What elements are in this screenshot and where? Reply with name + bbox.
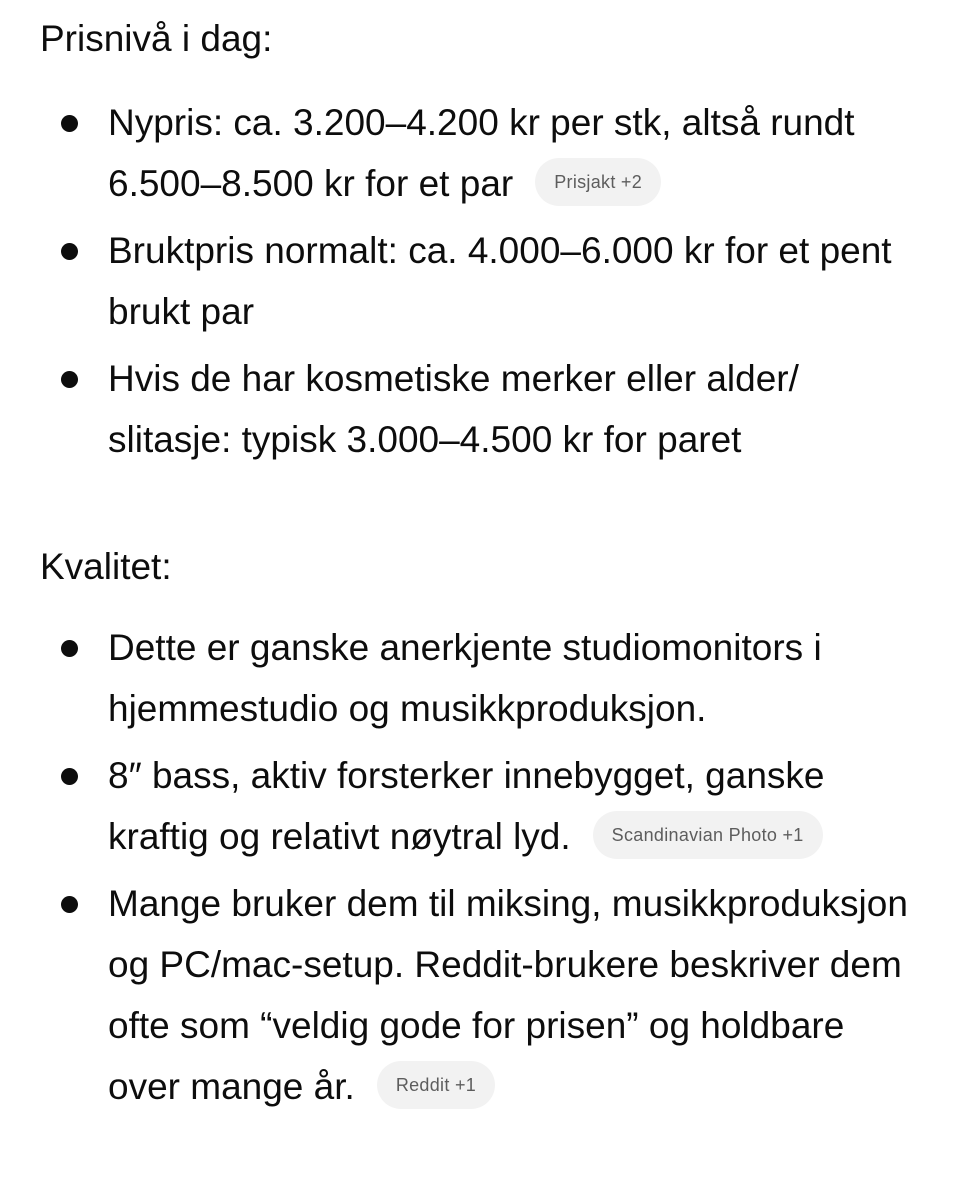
bullet-icon [61, 768, 78, 785]
source-chip-prisjakt[interactable]: Prisjakt +2 [535, 158, 661, 206]
price-list [40, 92, 920, 470]
bullet-icon [61, 371, 78, 388]
list-item-text: Bruktpris normalt: ca. 4.000–6.000 kr for et pent brukt par [108, 230, 892, 332]
list-item-text: 8″ bass, aktiv forsterker innebygget, ganske kraftig og relativt nøytral lyd. [108, 755, 825, 857]
source-chip-scandinavian-photo[interactable]: Scandinavian Photo +1 [593, 811, 823, 859]
list-item [40, 92, 908, 214]
bullet-icon [61, 243, 78, 260]
bullet-icon [61, 896, 78, 913]
section-heading-quality: Kvalitet: [40, 546, 172, 587]
list-item-text: Nypris: ca. 3.200–4.200 kr per stk, altså rundt 6.500–8.500 kr for et par [108, 102, 855, 204]
section-heading-price: Prisnivå i dag: [40, 18, 273, 59]
quality-list [40, 617, 920, 1117]
list-item [40, 348, 908, 470]
list-item [40, 617, 908, 739]
bullet-icon [61, 640, 78, 657]
bullet-icon [61, 115, 78, 132]
list-item [40, 745, 908, 867]
list-item [40, 873, 908, 1117]
list-item [40, 220, 908, 342]
list-item-text: Mange bruker dem til miksing, musikkproduksjon og PC/mac-setup. Reddit-brukere beskriver dem ofte som “veldig gode for prisen” og holdbare over mange år. [108, 883, 908, 1107]
list-item-text: Dette er ganske anerkjente studiomonitors i hjemmestudio og musikkproduksjon. [108, 627, 822, 729]
source-chip-reddit[interactable]: Reddit +1 [377, 1061, 495, 1109]
list-item-text: Hvis de har kosmetiske merker eller alder/ slitasje: typisk 3.000–4.500 kr for paret [108, 358, 799, 460]
